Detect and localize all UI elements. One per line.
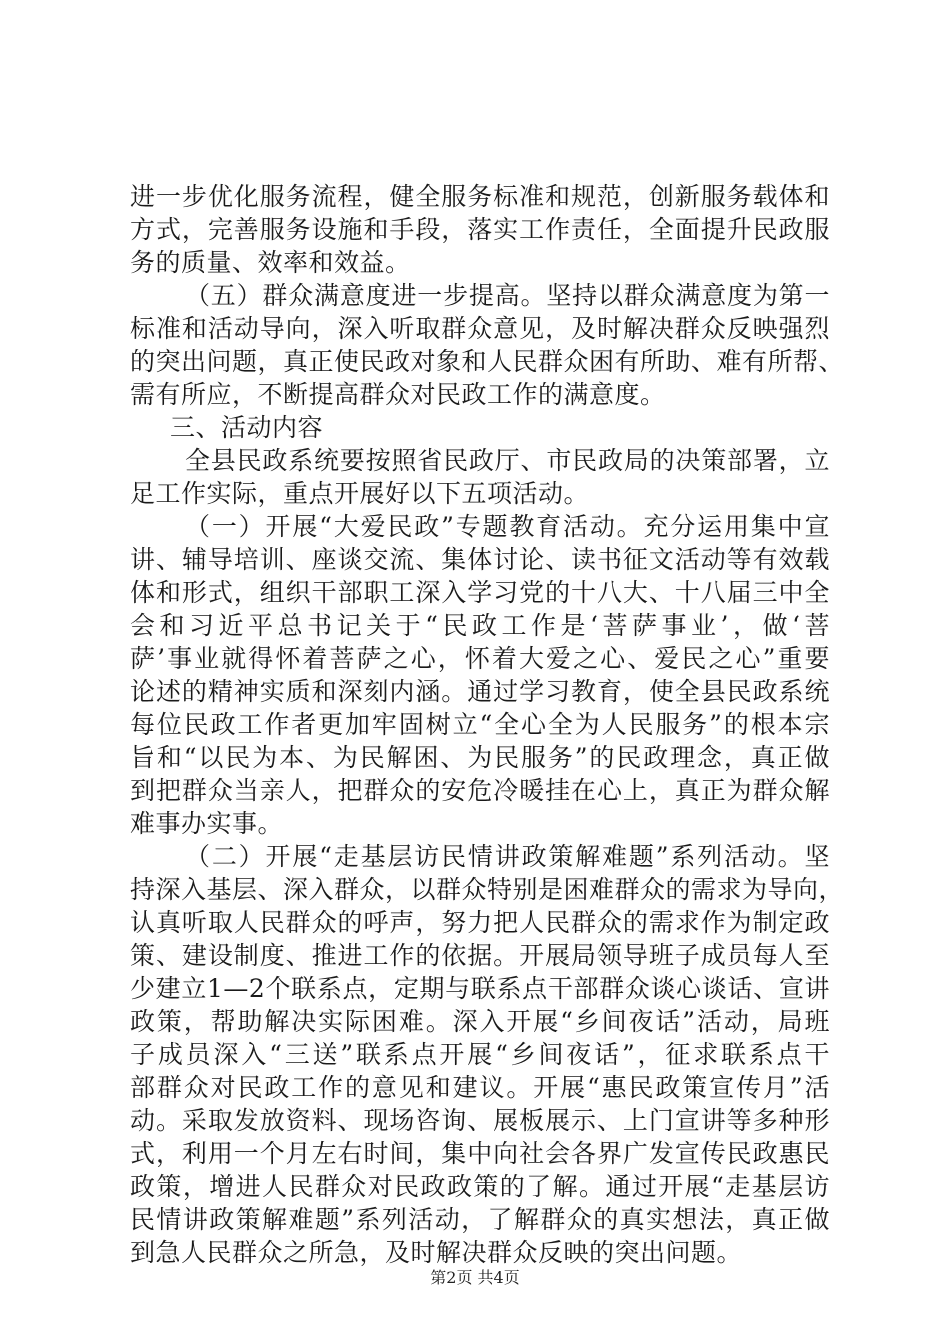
text-line: 足工作实际，重点开展好以下五项活动。	[130, 479, 590, 508]
text-line: 体和形式，组织干部职工深入学习党的十八大、十八届三中全	[130, 578, 830, 607]
text-line: 持深入基层、深入群众，以群众特别是困难群众的需求为导向，	[130, 875, 845, 904]
text-line: 全县民政系统要按照省民政厅、市民政局的决策部署，立	[185, 446, 830, 475]
text-line: （一）开展“大爱民政”专题教育活动。充分运用集中宣	[185, 512, 830, 541]
text-line: 三、活动内容	[170, 413, 324, 442]
page-footer: 第2页 共4页	[430, 1268, 520, 1287]
text-line: 旨和“以民为本、为民解困、为民服务”的民政理念，真正做	[130, 743, 830, 772]
text-line: 式，利用一个月左右时间，集中向社会各界广发宣传民政惠民	[130, 1139, 830, 1168]
text-line: 务的质量、效率和效益。	[130, 248, 411, 277]
text-line: 萨’事业就得怀着菩萨之心，怀着大爱之心、爱民之心”重要	[130, 644, 830, 673]
text-line: 认真听取人民群众的呼声，努力把人民群众的需求作为制定政	[130, 908, 830, 937]
text-line: 策、建设制度、推进工作的依据。开展局领导班子成员每人至	[130, 941, 830, 970]
text-line: 到把群众当亲人，把群众的安危冷暖挂在心上，真正为群众解	[130, 776, 830, 805]
text-line: （二）开展“走基层访民情讲政策解难题”系列活动。坚	[185, 842, 830, 871]
text-line: 进一步优化服务流程，健全服务标准和规范，创新服务载体和	[130, 182, 830, 211]
text-line: 到急人民群众之所急，及时解决群众反映的突出问题。	[130, 1238, 743, 1267]
text-line: 需有所应，不断提高群众对民政工作的满意度。	[130, 380, 666, 409]
text-line: 论述的精神实质和深刻内涵。通过学习教育，使全县民政系统	[130, 677, 830, 706]
text-line: 部群众对民政工作的意见和建议。开展“惠民政策宣传月”活	[130, 1073, 830, 1102]
text-line: 民情讲政策解难题”系列活动，了解群众的真实想法，真正做	[130, 1205, 830, 1234]
text-line: 会和习近平总书记关于“民政工作是‘菩萨事业’，做‘菩	[130, 611, 830, 640]
text-line: （五）群众满意度进一步提高。坚持以群众满意度为第一	[185, 281, 830, 310]
text-line: 子成员深入“三送”联系点开展“乡间夜话”，征求联系点干	[130, 1040, 830, 1069]
text-line: 讲、辅导培训、座谈交流、集体讨论、读书征文活动等有效载	[130, 545, 830, 574]
text-line: 难事办实事。	[130, 809, 284, 838]
text-line: 方式，完善服务设施和手段，落实工作责任，全面提升民政服	[130, 215, 830, 244]
text-line: 标准和活动导向，深入听取群众意见，及时解决群众反映强烈	[130, 314, 830, 343]
text-line: 政策，增进人民群众对民政政策的了解。通过开展“走基层访	[130, 1172, 830, 1201]
text-line: 每位民政工作者更加牢固树立“全心全为人民服务”的根本宗	[130, 710, 830, 739]
text-line: 政策，帮助解决实际困难。深入开展“乡间夜话”活动，局班	[130, 1007, 830, 1036]
text-line: 的突出问题，真正使民政对象和人民群众困有所助、难有所帮、	[130, 347, 845, 376]
text-line: 动。采取发放资料、现场咨询、展板展示、上门宣讲等多种形	[130, 1106, 830, 1135]
text-line: 少建立1—2个联系点，定期与联系点干部群众谈心谈话、宣讲	[130, 974, 830, 1003]
